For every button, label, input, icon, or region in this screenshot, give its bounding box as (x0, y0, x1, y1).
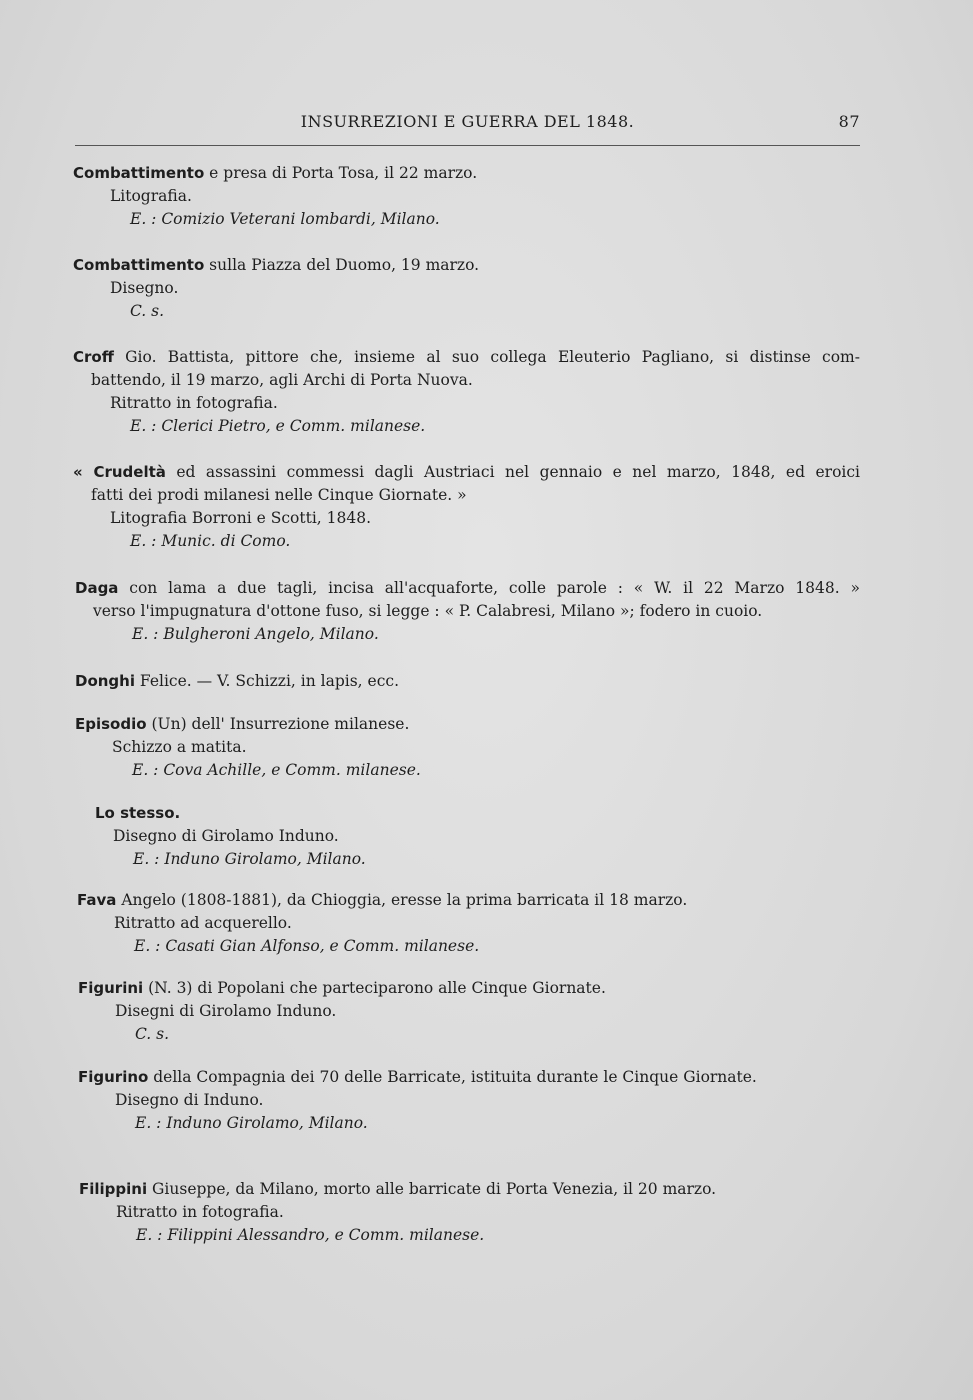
entry-text: Giuseppe, da Milano, morto alle barricate di Porta Venezia, il 20 marzo. (147, 1180, 717, 1198)
entry-key: Episodio (75, 715, 147, 733)
page-number: 87 (838, 112, 860, 131)
entry-key: Lo stesso. (95, 804, 181, 822)
entry-text: (N. 3) di Popolani che parteciparono alle Cinque Giornate. (143, 979, 606, 997)
catalogue-entry (78, 977, 860, 1046)
entry-detail: Ritratto ad acquerello. (114, 914, 292, 932)
entry-continuation: verso l'impugnatura d'ottone fuso, si legge : « P. Calabresi, Milano »; fodero in cuoio. (93, 602, 763, 620)
entry-source: E. : Bulgheroni Angelo, Milano. (132, 625, 379, 643)
entry-source: E. : Induno Girolamo, Milano. (135, 1114, 368, 1132)
running-title: INSURREZIONI E GUERRA DEL 1848. (300, 112, 635, 131)
entry-source: E. : Cova Achille, e Comm. milanese. (132, 761, 421, 779)
entry-detail: Disegno di Induno. (115, 1091, 264, 1109)
entry-key: Donghi (75, 672, 135, 690)
entry-text: Felice. — V. Schizzi, in lapis, ecc. (135, 672, 399, 690)
catalogue-entry (75, 713, 860, 782)
catalogue-entry (78, 1066, 860, 1135)
entry-text: con lama a due tagli, incisa all'acquaforte, colle parole : « W. il 22 Marzo 1848. » (118, 579, 860, 597)
entry-text: della Compagnia dei 70 delle Barricate, istituita durante le Cinque Giornate. (148, 1068, 757, 1086)
entry-key: Figurino (78, 1068, 149, 1086)
entry-key: Croff (73, 348, 114, 366)
running-head (75, 112, 860, 138)
entry-source: E. : Induno Girolamo, Milano. (133, 850, 366, 868)
entry-source: C. s. (130, 302, 165, 320)
entry-detail: Litografia. (110, 187, 192, 205)
entry-detail: Schizzo a matita. (112, 738, 247, 756)
entry-key: Filippini (79, 1180, 148, 1198)
entry-text: Gio. Battista, pittore che, insieme al suo collega Eleuterio Pagliano, si distinse com- (113, 348, 860, 366)
entry-text: ed assassini commessi dagli Austriaci nel gennaio e nel marzo, 1848, ed eroici (165, 463, 861, 481)
catalogue-entry (73, 254, 860, 323)
entry-continuation: battendo, il 19 marzo, agli Archi di Porta Nuova. (91, 371, 473, 389)
catalogue-entry (79, 1178, 860, 1247)
entry-continuation: fatti dei prodi milanesi nelle Cinque Giornate. » (91, 486, 467, 504)
entry-source: E. : Comizio Veterani lombardi, Milano. (130, 210, 440, 228)
entry-detail: Ritratto in fotografia. (116, 1203, 284, 1221)
entry-key: Combattimento (73, 256, 205, 274)
entry-text: Angelo (1808-1881), da Chioggia, eresse la prima barricata il 18 marzo. (116, 891, 688, 909)
entry-detail: Disegno. (110, 279, 179, 297)
catalogue-entry (75, 670, 860, 693)
entry-key: Figurini (78, 979, 144, 997)
catalogue-entry (75, 577, 860, 646)
catalogue-entry (95, 802, 860, 871)
entry-key: Combattimento (73, 164, 205, 182)
entry-source: E. : Clerici Pietro, e Comm. milanese. (130, 417, 426, 435)
entry-detail: Litografia Borroni e Scotti, 1848. (110, 509, 372, 527)
entry-text: e presa di Porta Tosa, il 22 marzo. (204, 164, 478, 182)
entry-source: C. s. (135, 1025, 170, 1043)
entry-source: E. : Casati Gian Alfonso, e Comm. milanese. (134, 937, 480, 955)
catalogue-entry (73, 346, 860, 438)
entry-text: (Un) dell' Insurrezione milanese. (146, 715, 410, 733)
entry-key: « Crudeltà (73, 463, 166, 481)
catalogue-entry (73, 162, 860, 231)
entry-detail: Disegni di Girolamo Induno. (115, 1002, 337, 1020)
entry-text: sulla Piazza del Duomo, 19 marzo. (204, 256, 480, 274)
catalogue-entry (77, 889, 860, 958)
entry-detail: Ritratto in fotografia. (110, 394, 278, 412)
entry-key: Daga (75, 579, 119, 597)
entry-source: E. : Munic. di Como. (130, 532, 291, 550)
entry-detail: Disegno di Girolamo Induno. (113, 827, 339, 845)
entry-source: E. : Filippini Alessandro, e Comm. milanese. (136, 1226, 485, 1244)
entry-key: Fava (77, 891, 117, 909)
catalogue-entry (73, 461, 860, 553)
header-rule (75, 145, 860, 146)
